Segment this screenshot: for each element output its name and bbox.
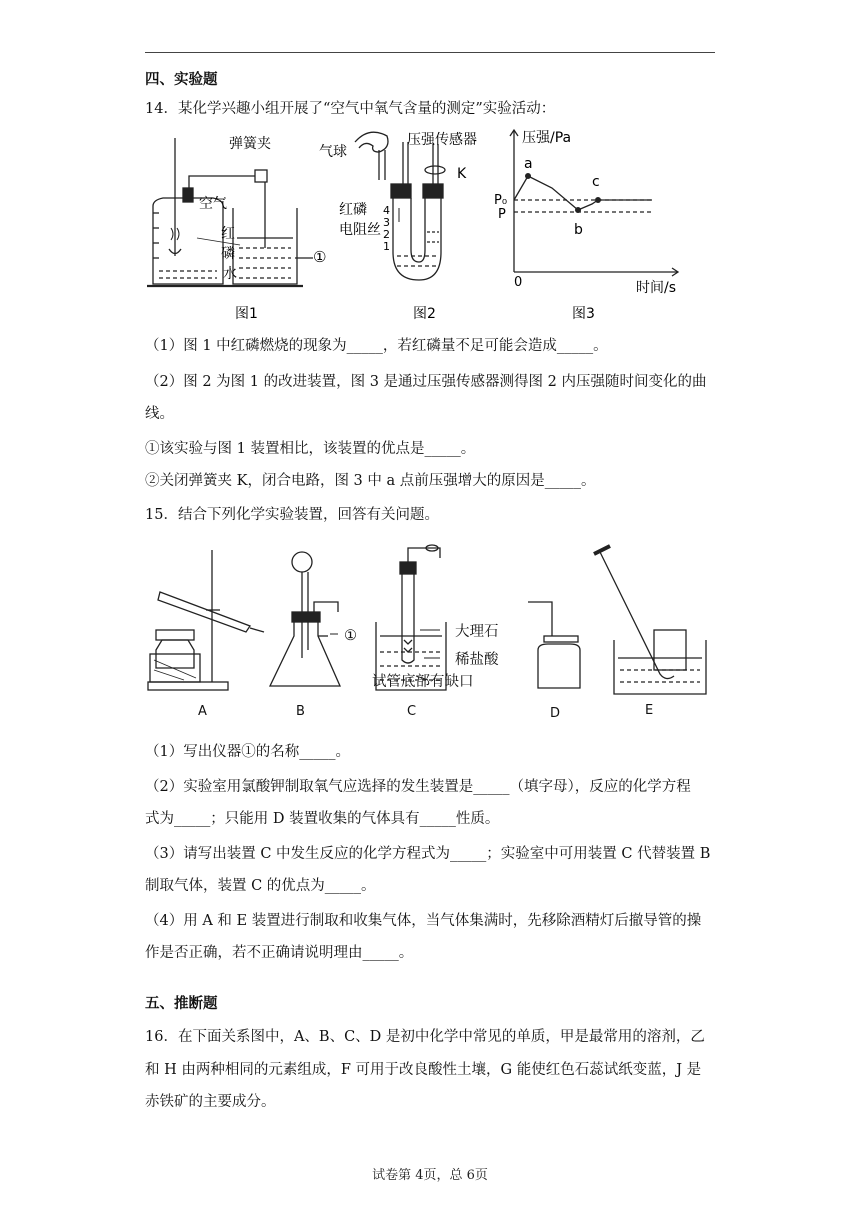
q15-part-4-line-1: （4）用 A 和 E 装置进行制取和收集气体，当气体集满时，先移除酒精灯后撤导管的操	[145, 913, 702, 929]
point-b	[575, 207, 581, 213]
label-clamp: 弹簧夹	[229, 136, 271, 152]
section-5-title: 五、推断题	[145, 995, 218, 1012]
q14-part-2-sub-1: ①该实验与图 1 装置相比，该装置的优点是_____。	[145, 441, 476, 457]
label-a: a	[524, 156, 533, 172]
label-c: c	[592, 174, 600, 190]
figure-1-apparatus	[145, 128, 345, 324]
q15-part-4-line-2: 作是否正确，若不正确请说明理由_____。	[145, 945, 414, 961]
figure-3-pressure-curve	[492, 124, 692, 324]
label-phosphorus: 红磷	[339, 202, 367, 218]
label-p0: P₀	[494, 193, 508, 208]
apparatus-c	[376, 545, 446, 690]
axis-y-label: 压强/Pa	[522, 130, 572, 146]
label-marble: 大理石	[455, 624, 499, 640]
figure-3-caption: 图3	[572, 306, 595, 322]
point-c	[595, 197, 601, 203]
label-apparatus-e: E	[645, 703, 654, 718]
axis-origin: 0	[514, 275, 523, 290]
label-apparatus-b: B	[296, 704, 305, 719]
label-apparatus-a: A	[198, 704, 207, 719]
q14-part-2-line-2: 线。	[145, 406, 174, 422]
label-apparatus-c: C	[407, 704, 417, 719]
apparatus-a	[148, 550, 264, 690]
q16-line-3: 赤铁矿的主要成分。	[145, 1094, 276, 1110]
q15-part-2-line-2: 式为_____；只能用 D 装置收集的气体具有_____性质。	[145, 811, 500, 827]
q14-part-2-line-1: （2）图 2 为图 1 的改进装置，图 3 是通过压强传感器测得图 2 内压强随时间变化的曲	[145, 374, 707, 390]
page-footer: 试卷第 4页，总 6页	[372, 1168, 488, 1183]
apparatus-e	[594, 546, 706, 694]
q15-apparatus-figures	[140, 540, 720, 720]
figure-1-caption: 图1	[235, 306, 258, 322]
apparatus-b	[270, 552, 340, 686]
q15-part-2-line-1: （2）实验室用氯酸钾制取氧气应选择的发生装置是_____（填字母），反应的化学方程	[145, 779, 691, 795]
q15-part-3-line-2: 制取气体，装置 C 的优点为_____。	[145, 878, 376, 894]
figure-2-caption: 图2	[413, 306, 436, 322]
q16-line-2: 和 H 由两种相同的元素组成，F 可用于改良酸性土壤，G 能使红色石蕊试纸变蓝，J 是	[145, 1062, 702, 1078]
q15-stem: 15．结合下列化学实验装置，回答有关问题。	[145, 507, 439, 523]
label-k: K	[457, 166, 467, 182]
q14-stem: 14．某化学兴趣小组开展了“空气中氧气含量的测定”实验活动：	[145, 101, 556, 117]
label-circle-1-b: ①	[344, 628, 357, 644]
figure-2-apparatus	[319, 122, 495, 324]
label-phosphorus-2: 磷	[221, 246, 235, 262]
label-air: 空气	[199, 196, 227, 212]
label-water: 水	[223, 266, 237, 282]
q14-part-2-sub-2: ②关闭弹簧夹 K，闭合电路，图 3 中 a 点前压强增大的原因是_____。	[145, 473, 596, 489]
q15-part-1: （1）写出仪器①的名称_____。	[145, 744, 350, 760]
scale-4: 4	[383, 204, 390, 217]
label-p: P	[498, 207, 506, 222]
label-phosphorus-1: 红	[221, 226, 235, 242]
scale-1: 1	[383, 240, 390, 253]
label-balloon: 气球	[319, 144, 347, 160]
label-circle-1: ①	[313, 248, 327, 266]
label-b: b	[574, 222, 583, 238]
point-a	[525, 173, 531, 179]
label-apparatus-d: D	[550, 706, 561, 721]
label-sensor: 压强传感器	[407, 132, 477, 148]
q15-part-3-line-1: （3）请写出装置 C 中发生反应的化学方程式为_____；实验室中可用装置 C 代替装置 B	[145, 846, 711, 862]
label-acid: 稀盐酸	[455, 652, 499, 668]
apparatus-d	[528, 602, 580, 688]
q14-part-1: （1）图 1 中红磷燃烧的现象为_____，若红磷量不足可能会造成_____。	[145, 338, 608, 354]
label-tube-note: 试管底部有缺口	[372, 674, 474, 690]
scale-2: 2	[383, 228, 390, 241]
scale-3: 3	[383, 216, 390, 229]
top-rule	[145, 52, 715, 53]
q16-line-1: 16．在下面关系图中，A、B、C、D 是初中化学中常见的单质，甲是最常用的溶剂，乙	[145, 1029, 705, 1045]
section-4-title: 四、实验题	[145, 71, 218, 88]
axis-x-label: 时间/s	[636, 280, 677, 296]
label-wire: 电阻丝	[339, 222, 381, 238]
